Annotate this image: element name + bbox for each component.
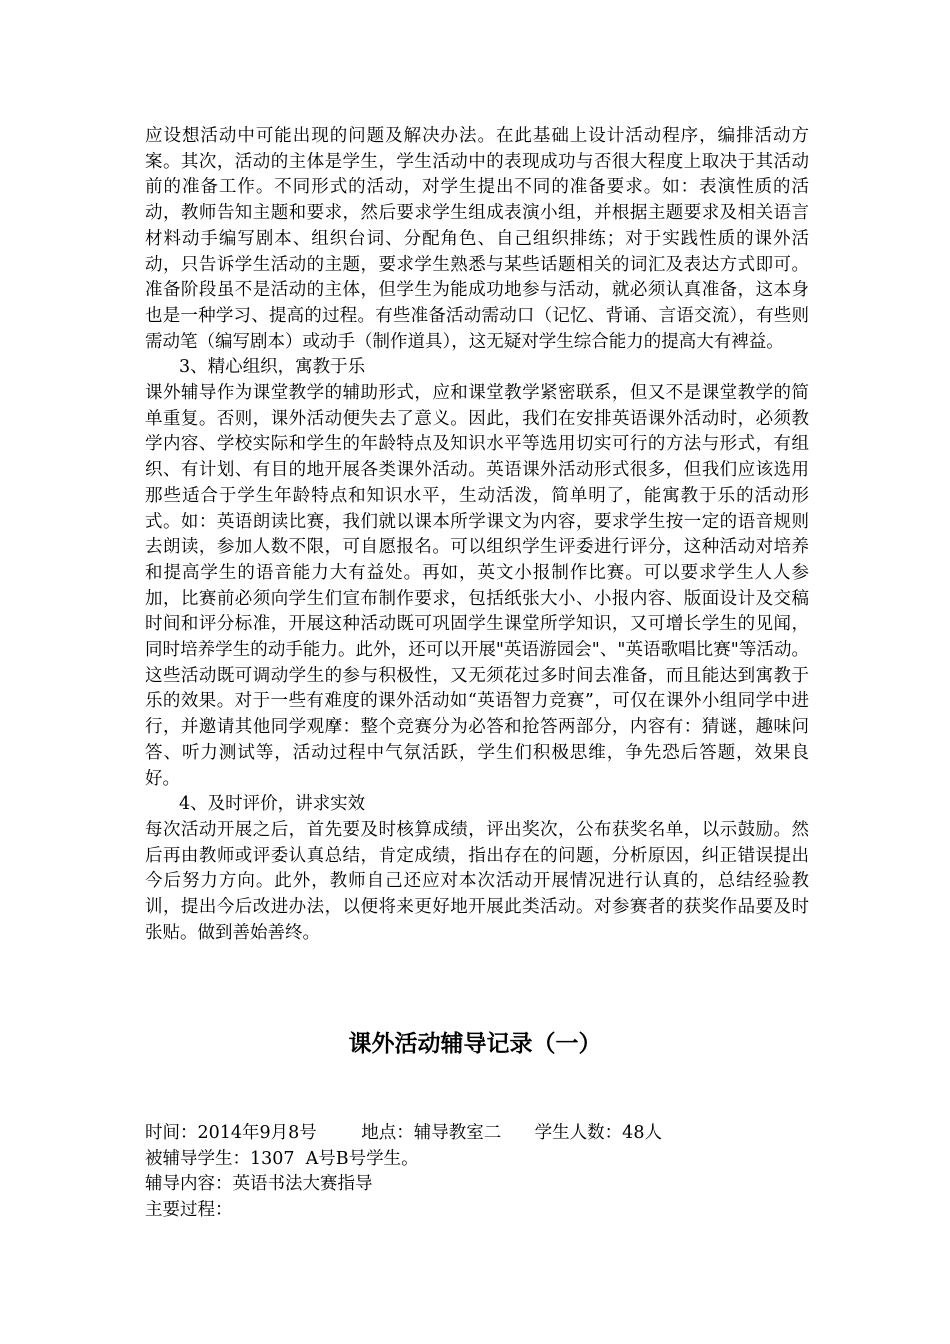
record-time-line: 时间：2014年9月8号 地点：辅导教室二 学生人数：48人 [145, 1123, 662, 1143]
section-heading-4: 4、及时评价，讲求实效 [179, 794, 366, 815]
record-process-line: 主要过程： [145, 1200, 233, 1221]
record-title: 课外活动辅导记录（一） [348, 1031, 602, 1057]
record-students-line: 被辅导学生：1307 A号B号学生。 [145, 1148, 419, 1169]
body-text [145, 124, 809, 947]
paragraph-organization: 课外辅导作为课堂教学的辅助形式，应和课堂教学紧密联系，但又不是课堂教学的简单重复。否则，课外活动便失去了意义。因此，我们在安排英语课外活动时，必须教学内容、学校实际和学生的年龄特点及知识水平等选用切实可行的方法与形式，有组织、有计划、有目的地开展各类课外活动。英语课外活动形式很多，但我们应该选用那些适合于学生年龄特点和知识水平，生动活泼，简单明了，能寓教于乐的活动形式。如：英语朗读比赛，我们就以课本所学课文为内容，要求学生按一定的语音规则去朗读，参加人数不限，可自愿报名。可以组织学生评委进行评分，这种活动对培养和提高学生的语音能力大有益处。再如，英文小报制作比赛。可以要求学生人人参加，比赛前必须向学生们宣布制作要求，包括纸张大小、小报内容、版面设计及交稿时间和评分标准，开展这种活动既可巩固学生课堂所学知识，又可增长学生的见闻，同时培养学生的动手能力。此外，还可以开展"英语游园会"、"英语歌唱比赛"等活动。这些活动既可调动学生的参与积极性，又无须花过多时间去准备，而且能达到寓教于乐的效果。对于一些有难度的课外活动如“英语智力竞赛”，可仅在课外小组同学中进行，并邀请其他同学观摩：整个竞赛分为必答和抢答两部分，内容有：猜谜，趣味问答、听力测试等，活动过程中气氛活跃，学生们积极思维，争先恐后答题，效果良好。 [145, 383, 809, 789]
paragraph-preparation: 应设想活动中可能出现的问题及解决办法。在此基础上设计活动程序，编排活动方案。其次，活动的主体是学生，学生活动中的表现成功与否很大程度上取决于其活动前的准备工作。不同形式的活动，对学生提出不同的准备要求。如：表演性质的活动，教师告知主题和要求，然后要求学生组成表演小组，并根据主题要求及相关语言材料动手编写剧本、组织台词、分配角色、自己组织排练；对于实践性质的课外活动，只告诉学生活动的主题，要求学生熟悉与某些话题相关的词汇及表达方式即可。准备阶段虽不是活动的主体，但学生为能成功地参与活动，就必须认真准备，这本身也是一种学习、提高的过程。有些准备活动需动口（记忆、背诵、言语交流），有些则需动笔（编写剧本）或动手（制作道具），这无疑对学生综合能力的提高大有裨益。 [145, 126, 809, 352]
paragraph-evaluation: 每次活动开展之后，首先要及时核算成绩，评出奖次，公布获奖名单，以示鼓励。然后再由教师或评委认真总结，肯定成绩，指出存在的问题，分析原因，纠正错误提出今后努力方向。此外，教师自己还应对本次活动开展情况进行认真的，总结经验教训，提出今后改进办法，以便将来更好地开展此类活动。对参赛者的获奖作品要及时张贴。做到善始善终。 [145, 819, 809, 943]
record-details [145, 1121, 809, 1224]
record-content-line: 辅导内容：英语书法大赛指导 [145, 1174, 373, 1195]
section-heading-3: 3、精心组织，寓教于乐 [179, 357, 366, 378]
